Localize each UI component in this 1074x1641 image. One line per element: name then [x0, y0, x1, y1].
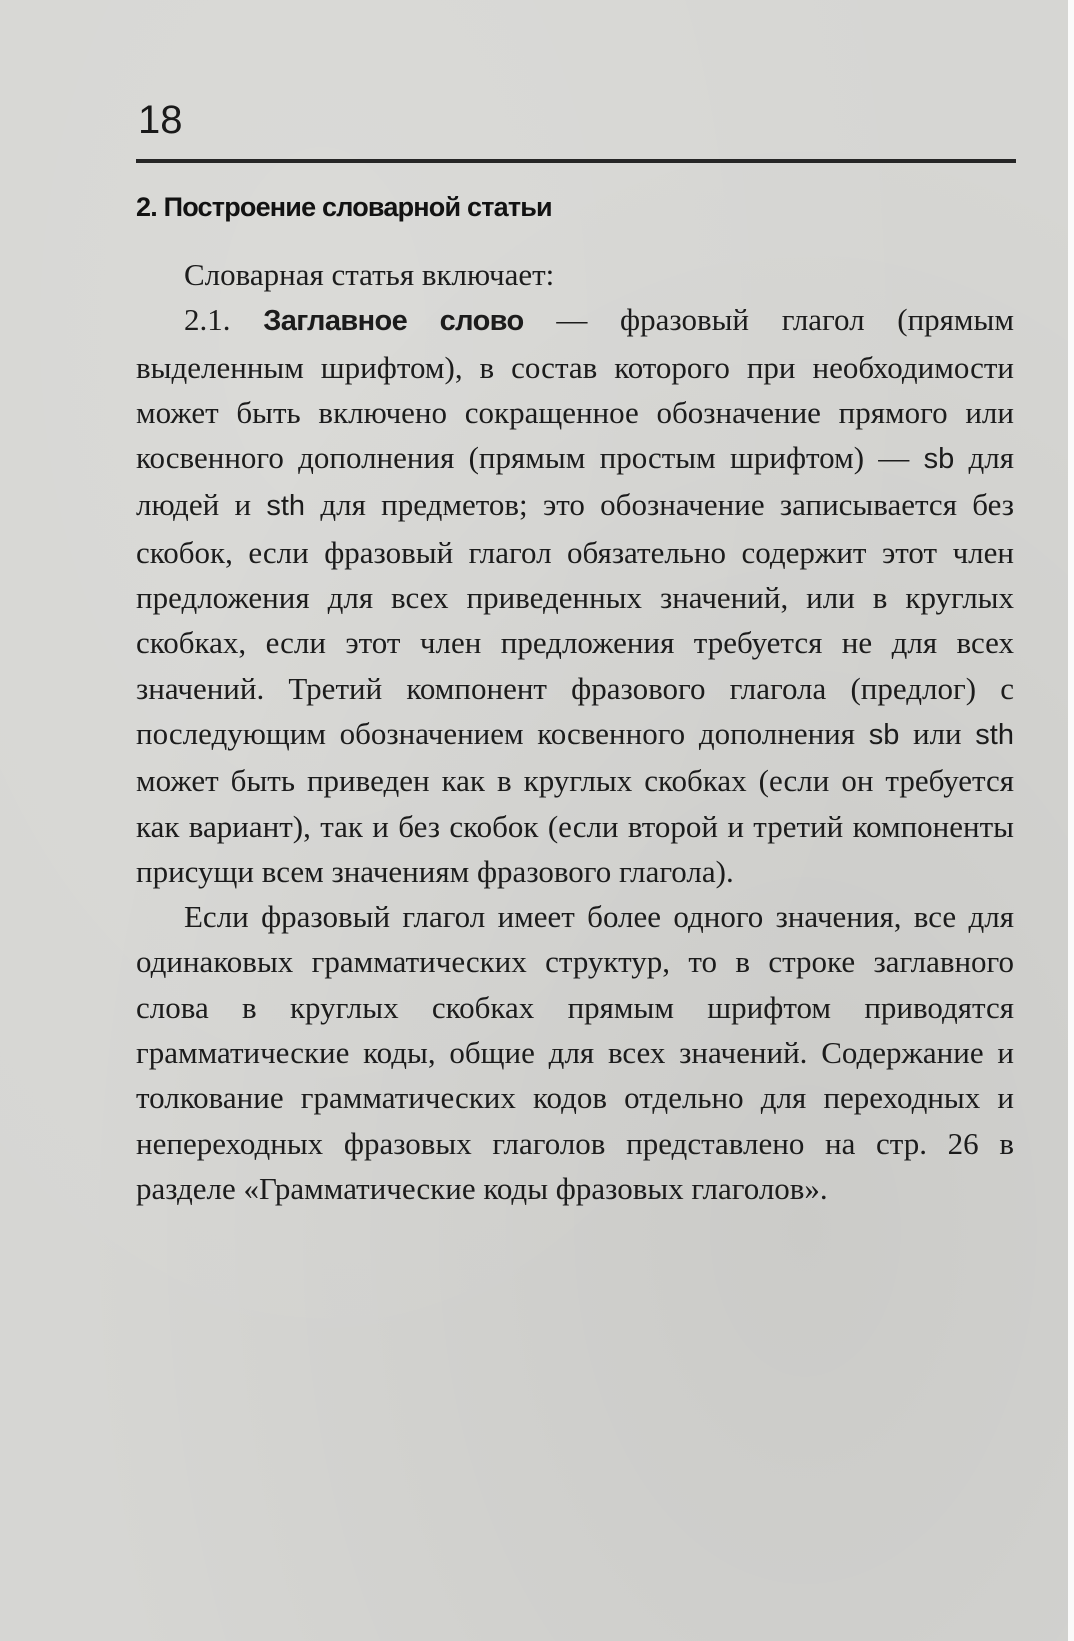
page-number: 18 — [138, 98, 183, 142]
headword-paragraph — [136, 297, 1014, 894]
intro-paragraph: Словарная статья включает: — [184, 257, 555, 292]
text-segment: — фразовый глагол (прямым выделенным шрифтом), в состав которого при необходимости может быть включено сокращенное обозначение прямого или косвенного дополнения (прямым простым шрифтом) — — [136, 302, 1014, 476]
section-heading: 2. Построение словарной статьи — [136, 192, 552, 222]
paragraph-number: 2.1. — [184, 302, 264, 338]
abbreviation-sth: sth — [266, 490, 306, 523]
text-segment: или — [899, 715, 976, 751]
text-segment: для людей и — [136, 440, 1014, 523]
abbreviation-sb: sb — [923, 443, 955, 476]
bold-term: Заглавное слово — [263, 305, 524, 338]
header-rule — [136, 159, 1016, 163]
body-text — [136, 252, 1014, 1211]
text-segment: может быть приведен как в круглых скобках (если он требуется как вариант), так и без скобок (если второй и третий компоненты присущи всем значениям фразового глагола). — [136, 763, 1014, 889]
grammar-codes-paragraph: Если фразовый глагол имеет более одного значения, все для одинаковых грамматических структур, то в строке заглавного слова в круглых скобках прямым шрифтом приводятся грамматические коды, общие для всех значений. Содержание и толкование грамматических кодов отдельно для переходных и непереходных фразовых глаголов представлено на стр. 26 в разделе «Грамматические коды фразовых глаголов». — [136, 899, 1014, 1206]
abbreviation-sb: sb — [868, 718, 900, 751]
text-segment: для предметов; это обозначение записывается без скобок, если фразовый глагол обязательно содержит этот член предложения для всех приведенных значений, или в круглых скобках, если этот член предложения требуется не для всех значений. Третий компонент фразового глагола (предлог) с последующим обозначением косвенного дополнения — [136, 487, 1014, 751]
page-edge — [1068, 0, 1074, 1641]
abbreviation-sth: sth — [975, 718, 1014, 751]
